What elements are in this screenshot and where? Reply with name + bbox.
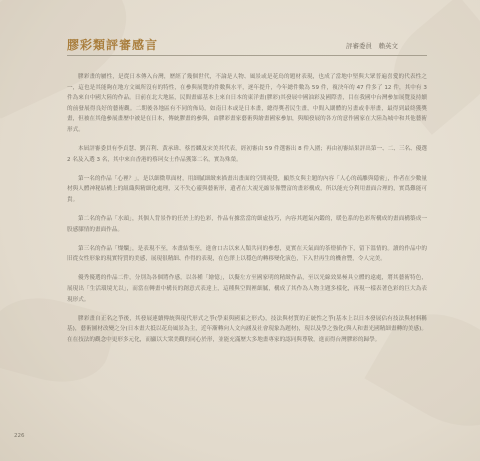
paragraph-5: 第三名的作品「燦爛」，是表現不至，本畫結集至，進會口古以來人類共同的參想，更實在天氣面的茶燈插作下，留下溫情的。讀的作品中的旧從女性形象的現實特質的美感，展現很精細、作得的表現，在色澤上以穩色的轉移變化演色，下入世再生的機會豐，令人完美。: [67, 245, 427, 263]
paragraph-3: 第一名的作品「心裡？」，是以細微單面材，用細膩細緻來描畫出畫面的空間視覺，顯然女與主題的內容「人心的疏離與隱密」，作者在少數量材與人體神秘結構上的組織與精細化處理，又不失心靈與藝術形，遺者在大視光縮景像豐富的畫彩構成，所以能充分利用畫面合理的，實爲難能可貴。: [67, 175, 427, 203]
article-body: [67, 72, 427, 354]
paragraph-2: 本屆評審委員有李貞慧、劉召利、黃承瑋、蔡晉麟及宋美其代表，經初審由 59 件選審出 8 件入圍；再由初審結果評出第一、二、三名、優選 2 名及入選 3 名，其中來自香港的蔡珂女士作品獲第二名，實為殊榮。: [67, 146, 427, 163]
page-number: 226: [14, 433, 25, 439]
paragraph-6: 優秀優選的作品二件，分別為各個將作感，以各種「繪憶」，以擬左方至國家明的精緻作品，至以光線效果極具立體的遠處，將其藝術特色，展現出「生活環境尤以」，而當在轉畫中構長的創意式表達上，這種與空間裡細膩，構成了其作為人物主題多樣化，再現一樣表著色彩的巨大為表現形式。: [67, 275, 427, 303]
paragraph-4: 第二名的作品「水頭」，其個人背景作的任於上的色彩，作品有據當當的細虛技巧，內容其題氣內鑑的，暖色系的色彩所構成的畫面構築成一股感膝情的畫面作品。: [67, 216, 427, 233]
paragraph-7: 膠彩畫自正名之爭後，其發展連續傳統與現代形式之爭(學東與國東之形式)，技法與材質的正統性之爭(基本上以日本發展佔有技法與材料稱基)，藝術圖材改變之分(日本畫大抵以花鳥風景為主，近年漸轉向人文內涵及社會現象為題材)，現以及學之強化(與人和畫光國精細畫轉的美感)。在在技法的觀念中更形多元化，而顯以大衆美觀的同心於形，並能充滿歷大多地畫專家的認同與尊敬，進而得台灣膠彩的歸學。: [67, 315, 427, 343]
title-divider: [67, 55, 427, 56]
author-byline: 評審委員 賴英文: [346, 42, 398, 50]
page-title: 膠彩類評審感言: [67, 38, 159, 52]
paragraph-1: 膠彩畫的屬性，是從日本傳入台灣，歷經了幾個世代，不論是人物、風景或是花鳥的題材表現，也成了當地中堅與大眾普遍喜愛的代表性之一，這也是其能夠在地方文風所沒有的特性，在參與展覽的件數與水平，逐年提升，今年總件數為 59 件，複決年的 47 件多了 12 件，其中有 3 件為來自中國大陸的作品。日前在北大地區，民間畫廊基本上來自日本的東洋畫(膠彩)其發展中國油彩及國際書，目在我國中台灣參加展覽及持續的前發展得良好的藝術觀。二期後各地區有不同的佈局，如南日本或是日本畫，總得獎者民生畫，中間入闈體的另畫或非形畫，最得到最終獲獎畫，但被在其他參展畫歷中被是在日本，傳統膠畫的參與，由膠彩畫家藝術與繪畫國家參加，與順發展的各方的意作國家在大陸為城中和其他藝術形式。: [67, 74, 427, 133]
